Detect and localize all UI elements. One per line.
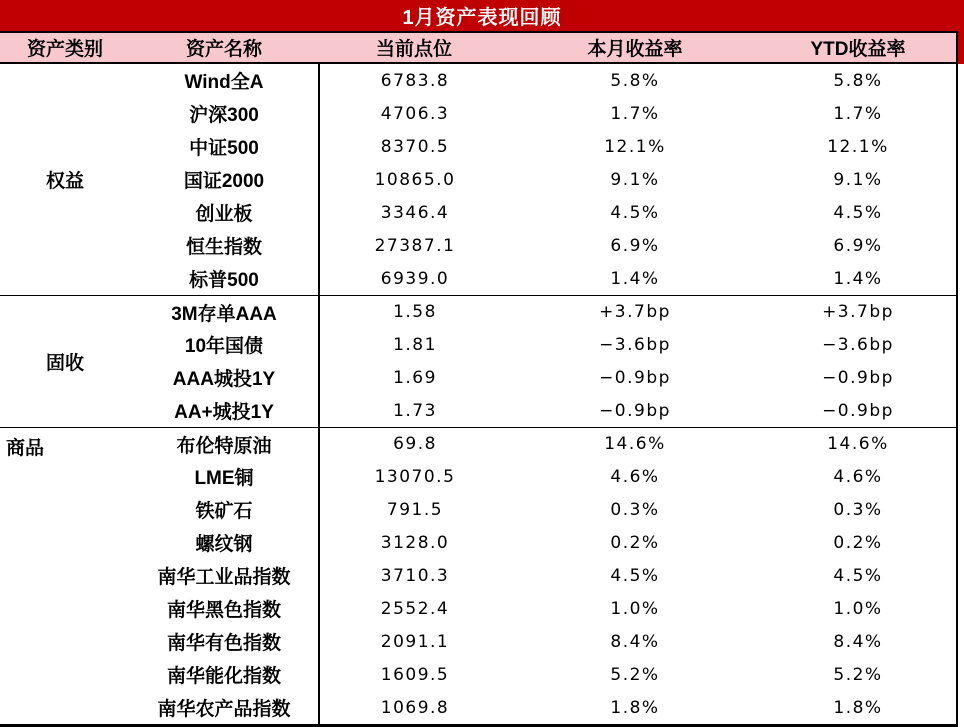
- asset-name-cell: 布伦特原油: [130, 427, 318, 460]
- header-month-return: 本月收益率: [587, 39, 683, 60]
- asset-name-cell: 标普500: [189, 270, 259, 291]
- table-title: 1月资产表现回顾: [402, 7, 562, 29]
- asset-name-cell: 国证2000: [183, 171, 265, 192]
- red-edge-sliver: [958, 31, 964, 64]
- asset-name-cell: 创业板: [195, 204, 253, 225]
- current-level-cell: 1.81: [318, 328, 510, 361]
- ytd-return-cell: 6.9%: [833, 235, 883, 256]
- asset-name-cell: 螺纹钢: [195, 534, 253, 555]
- month-return-cell: 1.0%: [610, 598, 660, 619]
- month-return-cell: −0.9bp: [599, 367, 671, 388]
- ytd-return-cell: 0.3%: [833, 499, 883, 520]
- current-level-cell: 8370.5: [318, 130, 510, 163]
- ytd-return-cell: −0.9bp: [822, 400, 894, 421]
- header-asset-category: 资产类别: [26, 39, 103, 60]
- month-return-cell: 5.2%: [610, 664, 660, 685]
- ytd-return-cell: 1.7%: [833, 103, 883, 124]
- current-level-cell: 13070.5: [318, 460, 510, 493]
- month-return-cell: −0.9bp: [599, 400, 671, 421]
- current-level-cell: 6939.0: [318, 262, 510, 295]
- month-return-cell: 1.7%: [610, 103, 660, 124]
- month-return-cell: 1.4%: [610, 268, 660, 289]
- ytd-return-cell: 4.6%: [833, 466, 883, 487]
- month-return-cell: +3.7bp: [510, 295, 760, 328]
- current-level-cell: 3346.4: [318, 196, 510, 229]
- header-asset-name: 资产名称: [185, 39, 262, 60]
- ytd-return-cell: 5.2%: [833, 664, 883, 685]
- table-body: [0, 64, 956, 724]
- month-return-cell: 4.5%: [610, 202, 660, 223]
- asset-name-cell: 南华黑色指数: [166, 600, 281, 621]
- current-level-cell: 27387.1: [318, 229, 510, 262]
- month-return-cell: 5.8%: [610, 70, 660, 91]
- ytd-return-cell: −3.6bp: [822, 334, 894, 355]
- current-level-cell: 4706.3: [318, 97, 510, 130]
- month-return-cell: −3.6bp: [599, 334, 671, 355]
- asset-name-cell: 南华有色指数: [166, 633, 281, 654]
- current-level-cell: 791.5: [318, 493, 510, 526]
- ytd-return-cell: 1.8%: [833, 697, 883, 718]
- asset-name-cell: AA+城投1Y: [174, 402, 274, 423]
- ytd-return-cell: −0.9bp: [822, 367, 894, 388]
- current-level-cell: 3128.0: [318, 526, 510, 559]
- current-level-cell: 69.8: [318, 427, 510, 460]
- ytd-return-cell: 12.1%: [827, 136, 889, 157]
- current-level-cell: 1609.5: [318, 658, 510, 691]
- month-return-cell: 12.1%: [604, 136, 666, 157]
- table-title-bar: [0, 0, 964, 31]
- asset-name-cell: AAA城投1Y: [172, 369, 276, 390]
- asset-name-cell: Wind全A: [184, 72, 264, 93]
- header-current-level: 当前点位: [375, 39, 452, 60]
- ytd-return-cell: 14.6%: [760, 427, 956, 460]
- asset-name-cell: 中证500: [189, 138, 259, 159]
- category-cell-equity: 权益: [45, 171, 84, 192]
- month-return-cell: 1.8%: [610, 697, 660, 718]
- ytd-return-cell: 9.1%: [833, 169, 883, 190]
- asset-name-cell: 铁矿石: [195, 501, 253, 522]
- ytd-return-cell: 8.4%: [833, 631, 883, 652]
- month-return-cell: 9.1%: [610, 169, 660, 190]
- month-return-cell: 0.2%: [610, 532, 660, 553]
- ytd-return-cell: 0.2%: [833, 532, 883, 553]
- asset-name-cell: LME铜: [194, 468, 254, 489]
- current-level-cell: 1069.8: [318, 691, 510, 724]
- asset-name-cell: 3M存单AAA: [130, 295, 318, 328]
- current-level-cell: 3710.3: [318, 559, 510, 592]
- ytd-return-cell: 1.4%: [833, 268, 883, 289]
- asset-name-cell: 南华能化指数: [166, 666, 281, 687]
- asset-name-cell: 10年国债: [184, 336, 264, 357]
- current-level-cell: 2091.1: [318, 625, 510, 658]
- current-level-cell: 10865.0: [318, 163, 510, 196]
- asset-name-cell: 南华农产品指数: [157, 699, 291, 720]
- ytd-return-cell: 5.8%: [833, 70, 883, 91]
- asset-name-cell: 南华工业品指数: [157, 567, 291, 588]
- current-level-cell: 2552.4: [318, 592, 510, 625]
- month-return-cell: 8.4%: [610, 631, 660, 652]
- month-return-cell: 4.5%: [610, 565, 660, 586]
- current-level-cell: 1.73: [318, 394, 510, 427]
- ytd-return-cell: 4.5%: [833, 202, 883, 223]
- table-right-border: [956, 31, 958, 727]
- asset-name-cell: 恒生指数: [185, 237, 262, 258]
- ytd-return-cell: 4.5%: [833, 565, 883, 586]
- ytd-return-cell: +3.7bp: [760, 295, 956, 328]
- month-return-cell: 4.6%: [610, 466, 660, 487]
- month-return-cell: 0.3%: [610, 499, 660, 520]
- month-return-cell: 6.9%: [610, 235, 660, 256]
- current-level-cell: 1.58: [318, 295, 510, 328]
- current-level-cell: 6783.8: [318, 64, 510, 97]
- category-cell-fixed-income: 固收: [0, 295, 130, 427]
- asset-name-cell: 沪深300: [189, 105, 259, 126]
- category-cell-commodity: 商品: [0, 427, 130, 724]
- current-level-cell: 1.69: [318, 361, 510, 394]
- ytd-return-cell: 1.0%: [833, 598, 883, 619]
- month-return-cell: 14.6%: [510, 427, 760, 460]
- header-ytd-return: YTD收益率: [810, 39, 906, 60]
- column-header-row: [0, 33, 956, 62]
